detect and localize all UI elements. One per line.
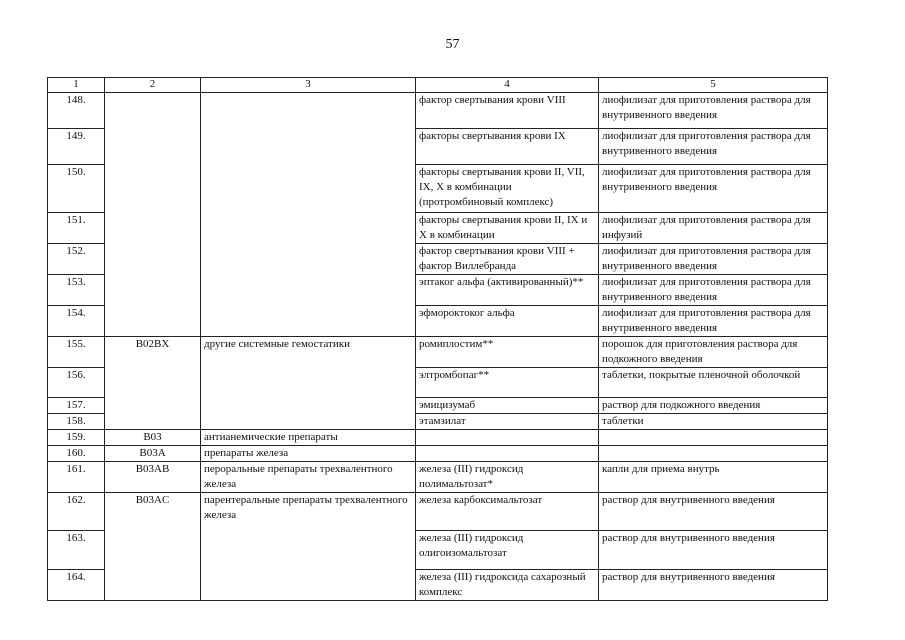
drug-name: этамзилат — [416, 414, 599, 430]
dosage-form: лиофилизат для приготовления раствора для внутривенного введения — [599, 275, 828, 306]
drug-name: элтромбопаг** — [416, 368, 599, 398]
atc-group-name: другие системные гемостатики — [201, 337, 416, 430]
row-number: 158. — [48, 414, 105, 430]
row-number: 156. — [48, 368, 105, 398]
atc-code-cell — [105, 93, 201, 337]
row-number: 150. — [48, 165, 105, 213]
dosage-form: лиофилизат для приготовления раствора для внутривенного введения — [599, 129, 828, 165]
dosage-form: таблетки — [599, 414, 828, 430]
row-number: 155. — [48, 337, 105, 368]
column-header: 2 — [105, 78, 201, 93]
column-header: 1 — [48, 78, 105, 93]
dosage-form: лиофилизат для приготовления раствора для внутривенного введения — [599, 244, 828, 275]
table-row — [48, 93, 828, 129]
drug-name — [416, 446, 599, 462]
drug-name: эмицизумаб — [416, 398, 599, 414]
row-number: 151. — [48, 213, 105, 244]
dosage-form: раствор для внутривенного введения — [599, 570, 828, 601]
row-number: 152. — [48, 244, 105, 275]
row-number: 160. — [48, 446, 105, 462]
table-row — [48, 493, 828, 531]
row-number: 148. — [48, 93, 105, 129]
atc-code: B03AC — [105, 493, 201, 601]
row-number: 149. — [48, 129, 105, 165]
atc-group-name: антианемические препараты — [201, 430, 416, 446]
table-row — [48, 462, 828, 493]
drug-name: железа (III) гидроксида сахарозный комплекс — [416, 570, 599, 601]
drug-name: факторы свертывания крови II, VII, IX, X в комбинации (протромбиновый комплекс) — [416, 165, 599, 213]
row-number: 157. — [48, 398, 105, 414]
drug-name: факторы свертывания крови II, IX и X в комбинации — [416, 213, 599, 244]
dosage-form: лиофилизат для приготовления раствора для внутривенного введения — [599, 165, 828, 213]
dosage-form — [599, 446, 828, 462]
header-row — [48, 78, 828, 93]
drug-name: эфмороктоког альфа — [416, 306, 599, 337]
dosage-form: порошок для приготовления раствора для подкожного введения — [599, 337, 828, 368]
dosage-form: капли для приема внутрь — [599, 462, 828, 493]
row-number: 153. — [48, 275, 105, 306]
row-number: 161. — [48, 462, 105, 493]
row-number: 159. — [48, 430, 105, 446]
dosage-form: раствор для внутривенного введения — [599, 493, 828, 531]
drug-name: ромиплостим** — [416, 337, 599, 368]
drug-name: эптаког альфа (активированный)** — [416, 275, 599, 306]
column-header: 4 — [416, 78, 599, 93]
column-header: 3 — [201, 78, 416, 93]
drug-name: фактор свертывания крови VIII — [416, 93, 599, 129]
drug-name: фактор свертывания крови VIII + фактор Виллебранда — [416, 244, 599, 275]
drug-name: железа карбоксимальтозат — [416, 493, 599, 531]
medication-table — [47, 77, 828, 601]
table-row — [48, 430, 828, 446]
row-number: 154. — [48, 306, 105, 337]
atc-code: B03 — [105, 430, 201, 446]
dosage-form: лиофилизат для приготовления раствора для внутривенного введения — [599, 306, 828, 337]
table-row — [48, 446, 828, 462]
row-number: 163. — [48, 531, 105, 570]
dosage-form: таблетки, покрытые пленочной оболочкой — [599, 368, 828, 398]
atc-group-name: парентеральные препараты трехвалентного железа — [201, 493, 416, 601]
dosage-form — [599, 430, 828, 446]
drug-name: факторы свертывания крови IX — [416, 129, 599, 165]
dosage-form: раствор для подкожного введения — [599, 398, 828, 414]
table-row — [48, 337, 828, 368]
atc-group-cell — [201, 93, 416, 337]
drug-name — [416, 430, 599, 446]
dosage-form: лиофилизат для приготовления раствора для инфузий — [599, 213, 828, 244]
drug-name: железа (III) гидроксид олигоизомальтозат — [416, 531, 599, 570]
column-header: 5 — [599, 78, 828, 93]
row-number: 164. — [48, 570, 105, 601]
dosage-form: раствор для внутривенного введения — [599, 531, 828, 570]
atc-group-name: препараты железа — [201, 446, 416, 462]
drug-name: железа (III) гидроксид полимальтозат* — [416, 462, 599, 493]
row-number: 162. — [48, 493, 105, 531]
page-number: 57 — [445, 37, 460, 52]
atc-code: B02BX — [105, 337, 201, 430]
atc-code: B03A — [105, 446, 201, 462]
dosage-form: лиофилизат для приготовления раствора для внутривенного введения — [599, 93, 828, 129]
atc-code: B03AB — [105, 462, 201, 493]
atc-group-name: пероральные препараты трехвалентного железа — [201, 462, 416, 493]
